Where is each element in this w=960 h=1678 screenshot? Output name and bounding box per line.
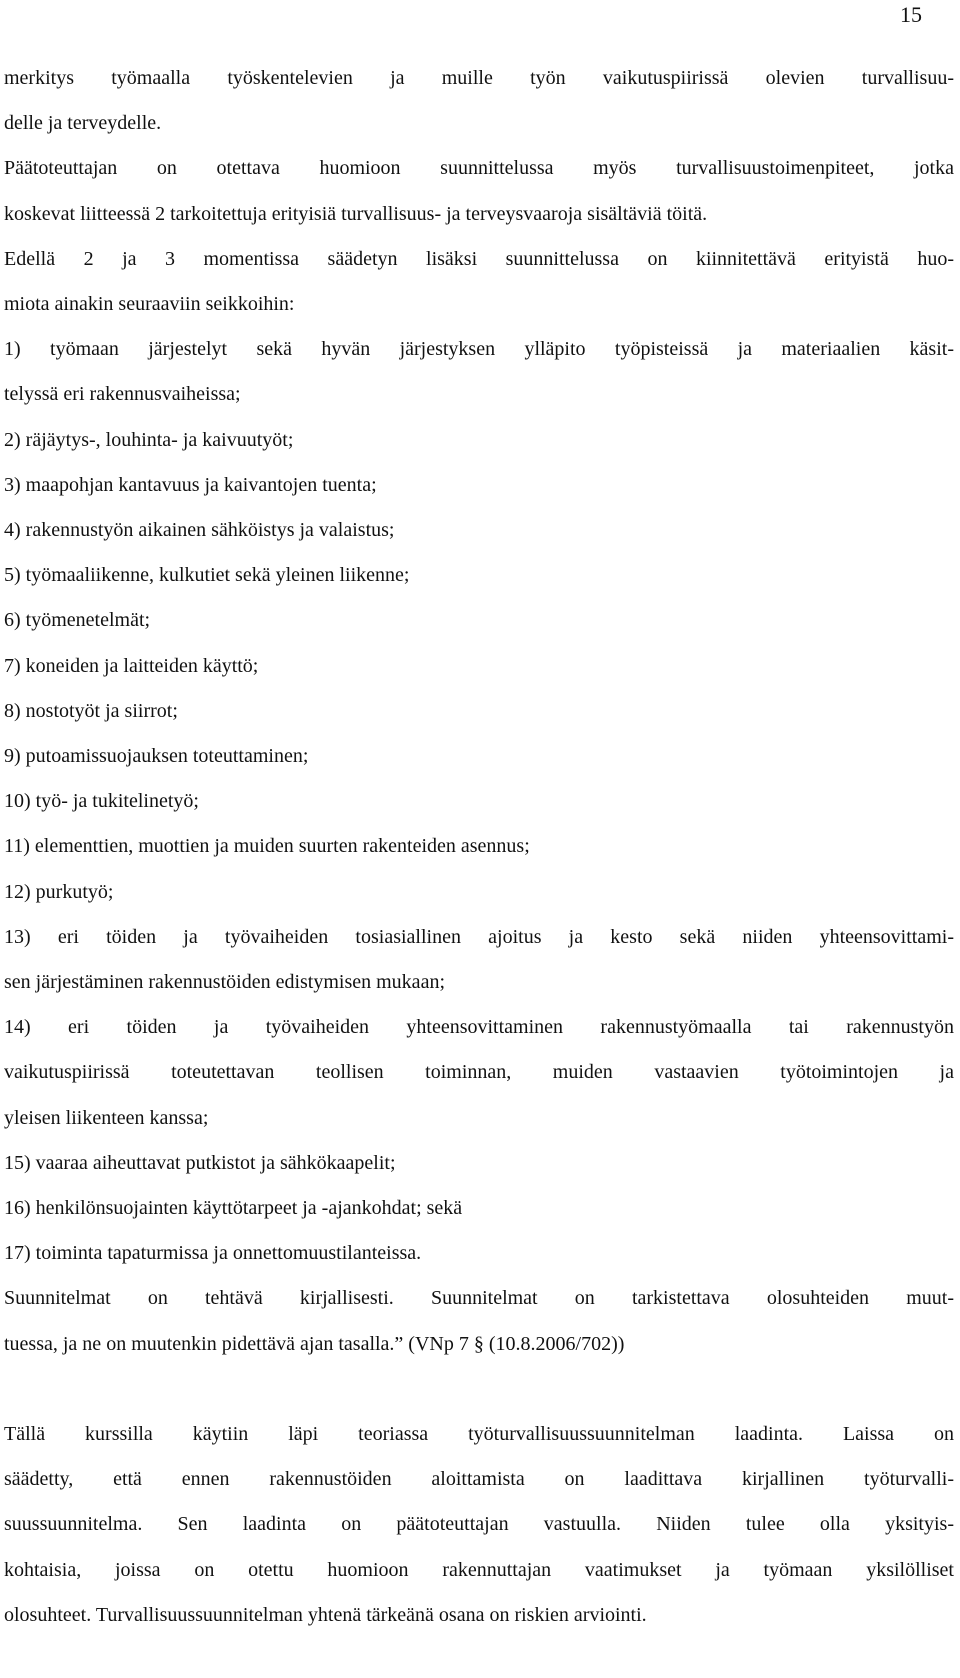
- text-line: suussuunnitelma. Sen laadinta on päätoteuttajan vastuulla. Niiden tulee olla yksityis-: [4, 1513, 954, 1536]
- list-item: 6) työmenetelmät;: [4, 609, 151, 632]
- text-line: Tällä kurssilla käytiin läpi teoriassa työturvallisuussuunnitelman laadinta. Laissa on: [4, 1422, 954, 1445]
- list-item: 16) henkilönsuojainten käyttötarpeet ja -ajankohdat; sekä: [4, 1197, 463, 1220]
- list-item: 3) maapohjan kantavuus ja kaivantojen tuenta;: [4, 473, 377, 496]
- list-item: 14) eri töiden ja työvaiheiden yhteensovittaminen rakennustyömaalla tai rakennustyön: [4, 1016, 954, 1039]
- list-item: 1) työmaan järjestelyt sekä hyvän järjestyksen ylläpito työpisteissä ja materiaalien käsit-: [4, 338, 954, 361]
- text-line: miota ainakin seuraaviin seikkoihin:: [4, 293, 295, 316]
- paragraph-gap: [4, 1367, 954, 1412]
- text-line: olosuhteet. Turvallisuussuunnitelman yhtenä tärkeänä osana on riskien arviointi.: [4, 1603, 647, 1626]
- text-line: kohtaisia, joissa on otettu huomioon rakennuttajan vaatimukset ja työmaan yksilölliset: [4, 1558, 954, 1581]
- text-line: delle ja terveydelle.: [4, 112, 162, 135]
- text-line: Edellä 2 ja 3 momentissa säädetyn lisäksi suunnittelussa on kiinnitettävä erityistä huo-: [4, 247, 954, 270]
- page-number: 15: [900, 2, 922, 27]
- list-item: 8) nostotyöt ja siirrot;: [4, 699, 178, 722]
- text-line: säädetty, että ennen rakennustöiden aloittamista on laadittava kirjallinen työturvalli-: [4, 1468, 954, 1491]
- list-item: 5) työmaaliikenne, kulkutiet sekä yleinen liikenne;: [4, 564, 410, 587]
- list-item: 17) toiminta tapaturmissa ja onnettomuustilanteissa.: [4, 1242, 422, 1265]
- list-item: telyssä eri rakennusvaiheissa;: [4, 383, 241, 406]
- text-line: Päätoteuttajan on otettava huomioon suunnittelussa myös turvallisuustoimenpiteet, jotka: [4, 157, 954, 180]
- list-item: yleisen liikenteen kanssa;: [4, 1106, 209, 1129]
- list-item: 12) purkutyö;: [4, 880, 114, 903]
- list-item: 11) elementtien, muottien ja muiden suurten rakenteiden asennus;: [4, 835, 530, 858]
- list-item: 13) eri töiden ja työvaiheiden tosiasiallinen ajoitus ja kesto sekä niiden yhteensovittami-: [4, 925, 954, 948]
- text-line: koskevat liitteessä 2 tarkoitettuja erityisiä turvallisuus- ja terveysvaaroja sisältäviä töitä.: [4, 202, 708, 225]
- body-text: [4, 56, 954, 1638]
- list-item: vaikutuspiirissä toteutettavan teollisen toiminnan, muiden vastaavien työtoimintojen ja: [4, 1061, 954, 1084]
- text-line: Suunnitelmat on tehtävä kirjallisesti. Suunnitelmat on tarkistettava olosuhteiden muut-: [4, 1287, 954, 1310]
- text-line: merkitys työmaalla työskentelevien ja muille työn vaikutuspiirissä olevien turvallisuu-: [4, 67, 954, 89]
- list-item: 4) rakennustyön aikainen sähköistys ja valaistus;: [4, 519, 395, 542]
- list-item: 9) putoamissuojauksen toteuttaminen;: [4, 745, 309, 768]
- text-line: tuessa, ja ne on muutenkin pidettävä ajan tasalla.” (VNp 7 § (10.8.2006/702)): [4, 1332, 625, 1355]
- list-item: 15) vaaraa aiheuttavat putkistot ja sähkökaapelit;: [4, 1151, 396, 1174]
- list-item: 2) räjäytys-, louhinta- ja kaivuutyöt;: [4, 428, 294, 451]
- list-item: 7) koneiden ja laitteiden käyttö;: [4, 654, 259, 677]
- list-item: 10) työ- ja tukitelinetyö;: [4, 790, 199, 813]
- list-item: sen järjestäminen rakennustöiden edistymisen mukaan;: [4, 971, 445, 994]
